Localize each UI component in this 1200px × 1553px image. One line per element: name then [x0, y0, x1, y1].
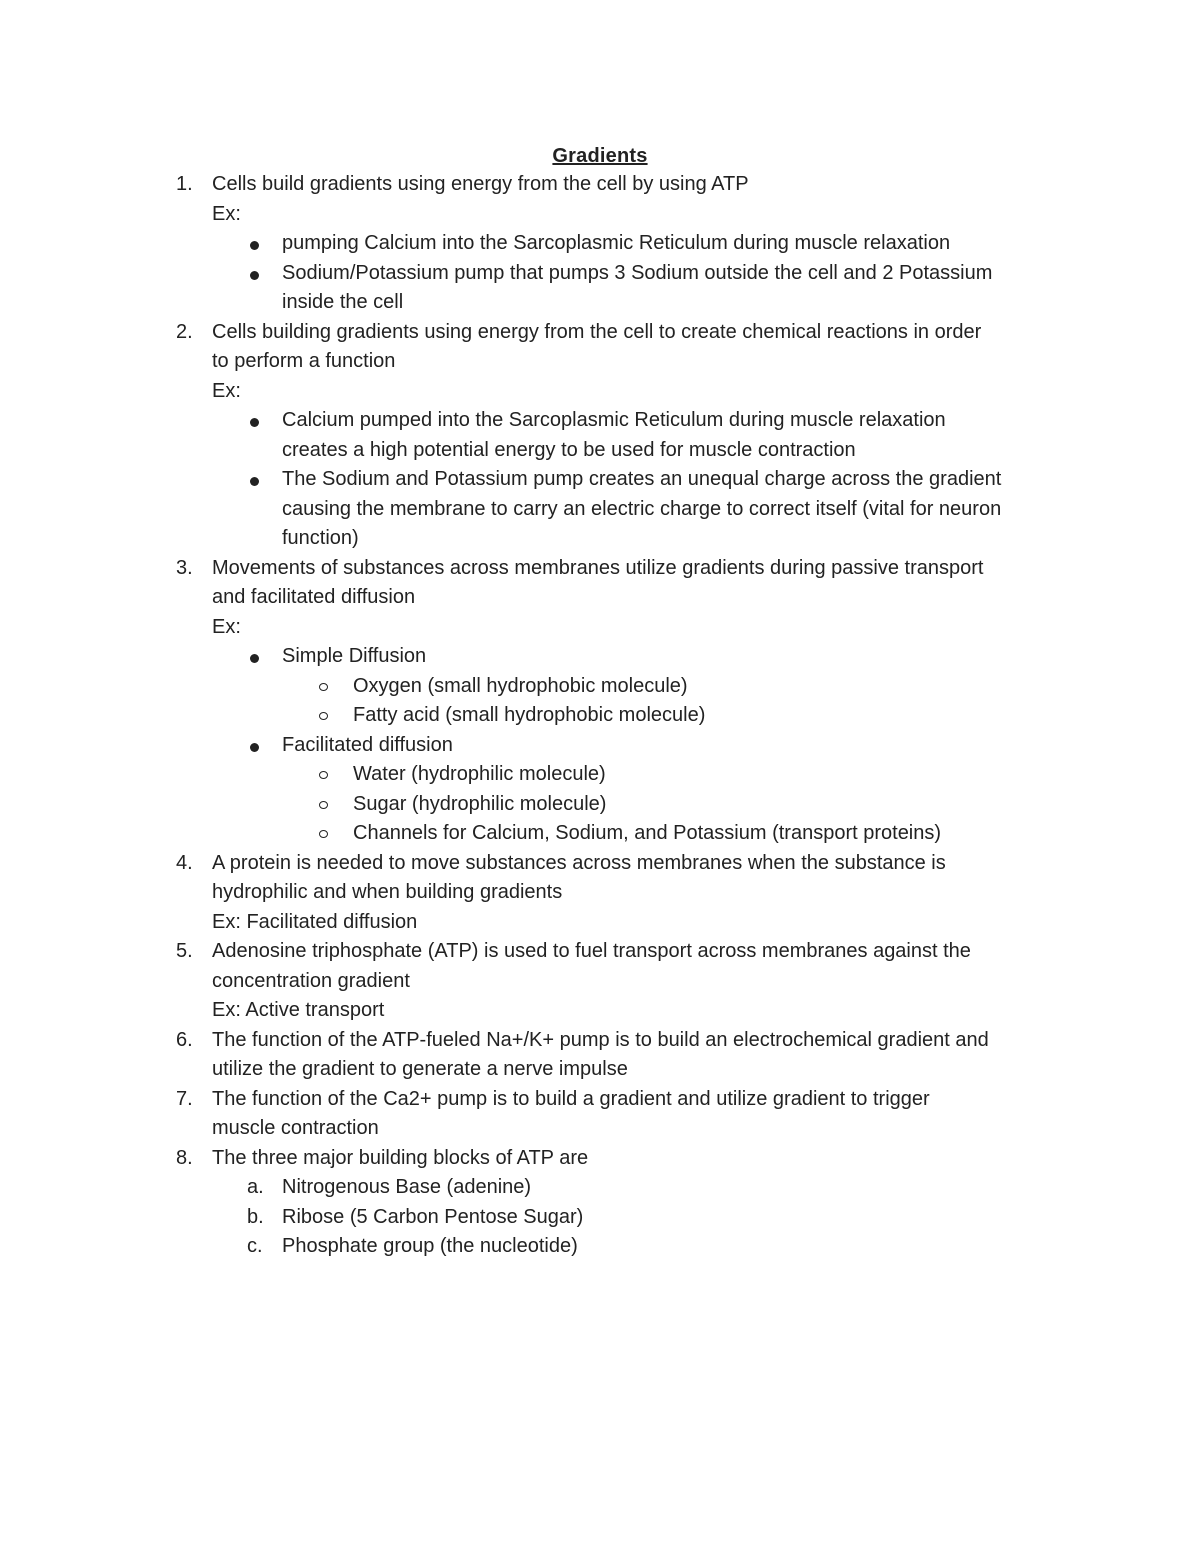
letter-marker: c.	[247, 1235, 263, 1257]
example-label: Ex:	[212, 379, 241, 402]
text-line: inside the cell	[282, 291, 404, 313]
example-label: Ex:	[212, 202, 241, 225]
bullet-item	[0, 524, 1200, 554]
list-item	[0, 1026, 1200, 1085]
bullet-item	[0, 642, 1200, 672]
text-line: Oxygen (small hydrophobic molecule)	[353, 674, 688, 697]
text-line: The function of the ATP-fueled Na+/K+ pump is to build an electrochemical gradient and	[212, 1028, 989, 1051]
list-number: 1.	[176, 173, 193, 195]
bullet-icon	[250, 477, 259, 486]
text-line: Calcium pumped into the Sarcoplasmic Reticulum during muscle relaxation	[282, 409, 946, 431]
text-line: creates a high potential energy to be used for muscle contraction	[282, 438, 856, 461]
list-item-text	[0, 1085, 1200, 1115]
text-line: Ribose (5 Carbon Pentose Sugar)	[282, 1205, 584, 1228]
text-line: muscle contraction	[212, 1117, 379, 1139]
list-item-text	[0, 878, 1200, 908]
list-item-text	[0, 1144, 1200, 1174]
bullet-item	[0, 731, 1200, 761]
list-item	[0, 1144, 1200, 1262]
text-line: The function of the Ca2+ pump is to build a gradient and utilize gradient to trigger	[212, 1087, 930, 1110]
text-line: Nitrogenous Base (adenine)	[282, 1176, 532, 1198]
list-item-text	[0, 1026, 1200, 1056]
list-item-text	[0, 583, 1200, 613]
lettered-item	[0, 1203, 1200, 1233]
sub-bullet-item	[0, 701, 1200, 731]
text-line: concentration gradient	[212, 969, 410, 992]
text-line: Water (hydrophilic molecule)	[353, 763, 606, 785]
list-item	[0, 937, 1200, 1026]
text-line: Adenosine triphosphate (ATP) is used to fuel transport across membranes against the	[212, 940, 971, 962]
list-item-text	[0, 1055, 1200, 1085]
bullet-item	[0, 288, 1200, 318]
text-line: Simple Diffusion	[282, 645, 427, 667]
text-line: Sugar (hydrophilic molecule)	[353, 792, 607, 815]
list-item	[0, 318, 1200, 554]
sub-bullet-item	[0, 760, 1200, 790]
bullet-item	[0, 436, 1200, 466]
hollow-circle-icon	[319, 801, 328, 809]
list-number: 3.	[176, 556, 193, 579]
letter-marker: b.	[247, 1205, 264, 1228]
text-line: causing the membrane to carry an electric charge to correct itself (vital for neuron	[282, 497, 1002, 520]
text-line: The Sodium and Potassium pump creates an unequal charge across the gradient	[282, 468, 1002, 490]
text-line: to perform a function	[212, 350, 396, 372]
list-number: 8.	[176, 1146, 193, 1169]
list-number: 5.	[176, 940, 193, 962]
example-label: Ex: Facilitated diffusion	[212, 910, 418, 933]
text-line: function)	[282, 527, 359, 549]
text-line: and facilitated diffusion	[212, 586, 416, 608]
list-item-text	[0, 554, 1200, 584]
text-line: Cells building gradients using energy from the cell to create chemical reactions in order	[212, 320, 982, 343]
list-item	[0, 554, 1200, 849]
list-number: 2.	[176, 320, 193, 343]
bullet-icon	[250, 241, 259, 250]
list-number: 6.	[176, 1028, 193, 1051]
text-line: Cells build gradients using energy from the cell by using ATP	[212, 173, 749, 195]
list-item	[0, 1085, 1200, 1144]
example-label: Ex:	[212, 615, 241, 638]
bullet-item	[0, 465, 1200, 495]
text-line: Sodium/Potassium pump that pumps 3 Sodium outside the cell and 2 Potassium	[282, 261, 993, 284]
list-item-text	[0, 347, 1200, 377]
list-item-text	[0, 318, 1200, 348]
hollow-circle-icon	[319, 771, 328, 779]
hollow-circle-icon	[319, 683, 328, 691]
text-line: pumping Calcium into the Sarcoplasmic Reticulum during muscle relaxation	[282, 232, 951, 254]
page-title: Gradients	[552, 145, 648, 167]
list-item-text	[0, 967, 1200, 997]
list-item-text	[0, 1114, 1200, 1144]
letter-marker: a.	[247, 1176, 264, 1198]
sub-bullet-item	[0, 790, 1200, 820]
example-label: Ex: Active transport	[212, 999, 385, 1021]
bullet-item	[0, 495, 1200, 525]
text-line: Movements of substances across membranes utilize gradients during passive transport	[212, 556, 984, 579]
bullet-item	[0, 229, 1200, 259]
sub-bullet-item	[0, 819, 1200, 849]
hollow-circle-icon	[319, 712, 328, 720]
text-line: utilize the gradient to generate a nerve impulse	[212, 1058, 628, 1080]
sub-bullet-item	[0, 672, 1200, 702]
hollow-circle-icon	[319, 830, 328, 838]
list-number: 7.	[176, 1087, 193, 1110]
text-line: Phosphate group (the nucleotide)	[282, 1235, 578, 1257]
text-line: Facilitated diffusion	[282, 733, 453, 756]
lettered-item	[0, 1232, 1200, 1262]
text-line: hydrophilic and when building gradients	[212, 881, 563, 903]
list-item	[0, 849, 1200, 938]
bullet-icon	[250, 743, 259, 752]
text-line: The three major building blocks of ATP are	[212, 1146, 589, 1169]
bullet-icon	[250, 654, 259, 663]
list-item-text	[0, 849, 1200, 879]
list-item-text	[0, 170, 1200, 200]
list-item-text	[0, 937, 1200, 967]
bullet-item	[0, 406, 1200, 436]
bullet-icon	[250, 418, 259, 427]
text-line: Channels for Calcium, Sodium, and Potassium (transport proteins)	[353, 822, 942, 844]
list-number: 4.	[176, 851, 193, 874]
bullet-icon	[250, 271, 259, 280]
bullet-item	[0, 259, 1200, 289]
lettered-item	[0, 1173, 1200, 1203]
text-line: A protein is needed to move substances across membranes when the substance is	[212, 851, 946, 874]
numbered-list	[0, 170, 1200, 1262]
list-item	[0, 170, 1200, 318]
text-line: Fatty acid (small hydrophobic molecule)	[353, 704, 706, 726]
